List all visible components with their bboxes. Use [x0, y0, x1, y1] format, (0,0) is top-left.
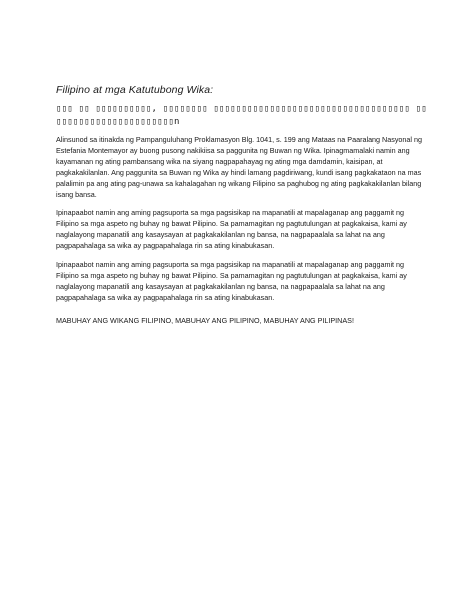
unrendered-text-line: ▯▯▯ ▯▯ ▯▯▯▯▯▯▯▯▯▯, ▯▯▯▯▯▯▯▯ ▯▯▯▯▯▯▯▯▯▯▯▯▯▯▯▯▯▯▯▯▯▯▯▯▯▯▯▯▯▯▯▯▯▯▯ ▯▯▯▯▯▯▯▯▯▯▯▯▯▯▯▯▯▯▯▯▯▯▯n: [56, 104, 427, 127]
document-body: [56, 84, 428, 335]
paragraph-1: Alinsunod sa itinakda ng Pampanguluhang Proklamasyon Blg. 1041, s. 199 ang Mataas na Paaralang Nasyonal ng Estefania Montemayor ay buong pusong nakikiisa sa paggunita ng Buwan ng Wika. Ipinagmamalaki namin ang kayamanan ng ating pambansang wika na siyang nagpapahayag ng ating mga damdamin, kaisipan, at pagkakakilanlan. Ang paggunita sa Buwan ng Wika ay hindi lamang pagdiriwang, kundi isang pagkakataon na mas palalimin pa ang ating pag-unawa sa kahalagahan ng wikang Filipino sa paghubog ng ating pagkakakilanlan bilang isang bansa.: [56, 135, 423, 199]
paragraph-2: Ipinapaabot namin ang aming pagsuporta sa mga pagsisikap na mapanatili at mapalaganap ang paggamit ng Filipino sa mga aspeto ng buhay ng bawat Pilipino. Sa pamamagitan ng pagtutulungan at pagkakaisa, kami ay naglalayong mapanatili ang kasaysayan at pagkakakilanlan ng bansa, na nagpapaalala sa lahat na ang pagpapahalaga sa wika ay pagpapahalaga rin sa ating kinabukasan.: [56, 208, 407, 251]
paragraph-3: Ipinapaabot namin ang aming pagsuporta sa mga pagsisikap na mapanatili at mapalaganap ang paggamit ng Filipino sa mga aspeto ng buhay ng bawat Pilipino. Sa pamamagitan ng pagtutulungan at pagkakaisa, kami ay naglalayong mapanatili ang kasaysayan at pagkakakilanlan ng bansa, na nagpapaalala sa lahat na ang pagpapahalaga sa wika ay pagpapahalaga rin sa ating kinabukasan.: [56, 260, 407, 302]
document-title: Filipino at mga Katutubong Wika:: [56, 84, 214, 96]
closing-line: MABUHAY ANG WIKANG FILIPINO, MABUHAY ANG PILIPINO, MABUHAY ANG PILIPINAS!: [56, 315, 354, 325]
